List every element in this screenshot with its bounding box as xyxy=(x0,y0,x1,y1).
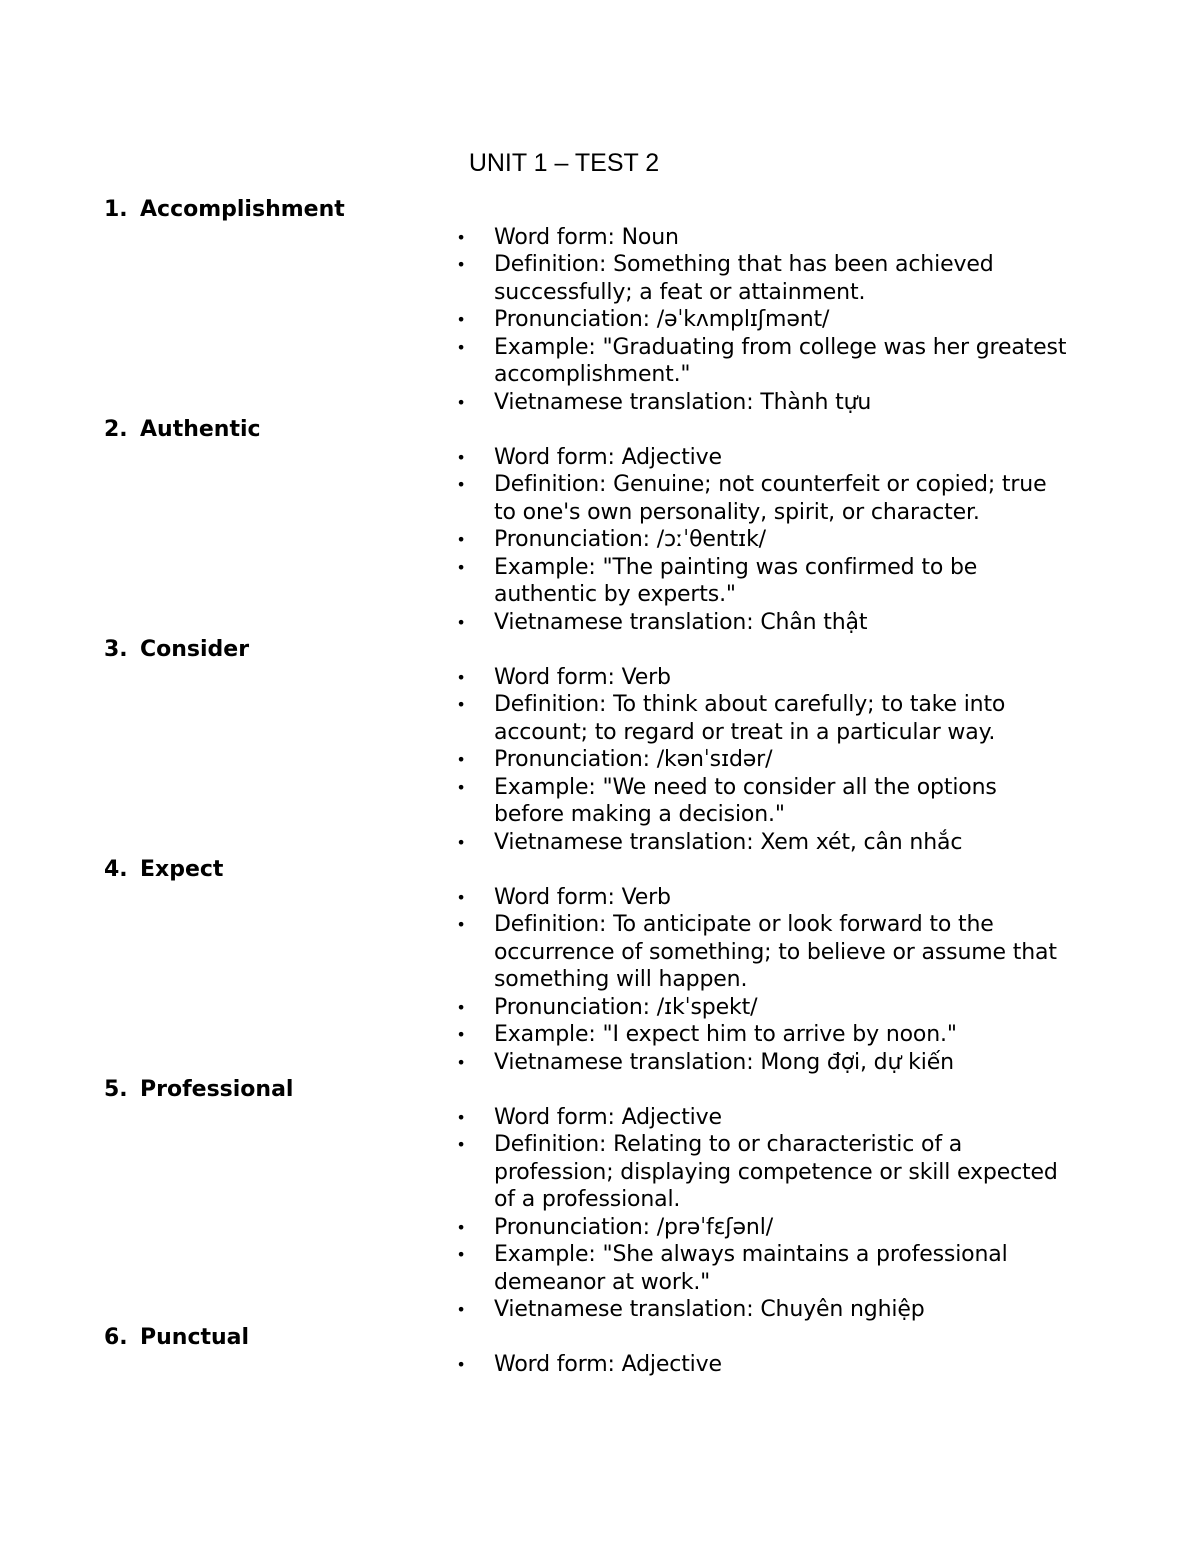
bullet-icon: • xyxy=(456,915,466,934)
vocabulary-list xyxy=(104,196,1084,1379)
detail-text: Word form: Verb xyxy=(494,664,671,690)
detail-text: Definition: Something that has been achieved successfully; a feat or attainment. xyxy=(494,252,994,305)
entry-details-list xyxy=(456,664,1069,857)
bullet-icon: • xyxy=(456,475,466,494)
entry-number: 2. xyxy=(104,417,128,442)
detail-item xyxy=(456,334,1069,389)
bullet-icon: • xyxy=(456,667,466,687)
entry-details-list xyxy=(456,884,1069,1077)
vocab-entry xyxy=(104,416,1084,636)
entry-details-list xyxy=(456,444,1069,637)
detail-item xyxy=(456,691,1069,746)
bullet-icon: • xyxy=(456,310,466,329)
detail-item xyxy=(456,994,1069,1022)
detail-item xyxy=(456,774,1069,829)
detail-text: Vietnamese translation: Mong đợi, dự kiến xyxy=(494,1049,954,1075)
detail-item xyxy=(456,829,1069,857)
detail-item xyxy=(456,1241,1069,1296)
detail-item xyxy=(456,306,1069,334)
entry-word: Authentic xyxy=(140,417,261,442)
detail-item xyxy=(456,1021,1069,1049)
entry-number: 1. xyxy=(104,197,128,222)
entry-word: Punctual xyxy=(140,1324,250,1350)
detail-item xyxy=(456,609,1069,637)
detail-text: Vietnamese translation: Thành tựu xyxy=(494,389,872,415)
bullet-icon: • xyxy=(456,832,466,852)
detail-text: Word form: Adjective xyxy=(494,1104,722,1130)
detail-item xyxy=(456,1296,1069,1324)
detail-item xyxy=(456,554,1069,609)
entry-details-list xyxy=(456,1104,1069,1324)
bullet-icon: • xyxy=(456,777,466,797)
bullet-icon: • xyxy=(456,1025,466,1044)
entry-number: 4. xyxy=(104,857,128,882)
bullet-icon: • xyxy=(456,1355,466,1374)
vocab-entry xyxy=(104,1076,1084,1324)
bullet-icon: • xyxy=(456,255,466,274)
detail-text: Definition: To anticipate or look forward to the occurrence of something; to believe or assume that something will happen. xyxy=(494,912,1057,992)
bullet-icon: • xyxy=(456,337,466,357)
entry-word: Expect xyxy=(140,857,224,882)
detail-text: Example: "Graduating from college was her greatest accomplishment." xyxy=(494,334,1067,387)
entry-number: 6. xyxy=(104,1324,128,1350)
detail-text: Word form: Verb xyxy=(494,884,671,910)
bullet-icon: • xyxy=(456,392,466,412)
detail-item xyxy=(456,471,1069,526)
detail-text: Example: "I expect him to arrive by noon." xyxy=(494,1022,957,1047)
bullet-icon: • xyxy=(456,887,466,907)
bullet-icon: • xyxy=(456,1135,466,1154)
detail-text: Pronunciation: /prəˈfɛʃənl/ xyxy=(494,1214,773,1240)
vocab-entry-heading xyxy=(104,416,1084,444)
bullet-icon: • xyxy=(456,997,466,1017)
bullet-icon: • xyxy=(456,1107,466,1127)
vocab-entry-heading xyxy=(104,636,1084,664)
entry-word: Professional xyxy=(140,1077,294,1102)
detail-text: Word form: Adjective xyxy=(494,1352,722,1377)
bullet-icon: • xyxy=(456,1052,466,1072)
detail-text: Vietnamese translation: Chân thật xyxy=(494,609,868,635)
detail-item xyxy=(456,1214,1069,1242)
detail-text: Vietnamese translation: Xem xét, cân nhắc xyxy=(494,829,963,855)
bullet-icon: • xyxy=(456,557,466,577)
entry-number: 3. xyxy=(104,637,128,662)
detail-item xyxy=(456,664,1069,692)
detail-item xyxy=(456,526,1069,554)
detail-item xyxy=(456,251,1069,306)
detail-item xyxy=(456,1131,1069,1214)
bullet-icon: • xyxy=(456,750,466,769)
entry-number: 5. xyxy=(104,1077,128,1102)
detail-item xyxy=(456,224,1069,252)
detail-item xyxy=(456,444,1069,472)
vocab-entry-heading xyxy=(104,1324,1084,1352)
bullet-icon: • xyxy=(456,612,466,632)
detail-text: Example: "The painting was confirmed to be authentic by experts." xyxy=(494,554,978,607)
entry-word: Accomplishment xyxy=(140,197,345,222)
detail-item xyxy=(456,1049,1069,1077)
detail-text: Pronunciation: /kənˈsɪdər/ xyxy=(494,747,773,772)
detail-text: Definition: Relating to or characteristic of a profession; displaying competence or skill expected of a professional. xyxy=(494,1132,1058,1212)
detail-text: Example: "We need to consider all the options before making a decision." xyxy=(494,774,997,827)
bullet-icon: • xyxy=(456,1217,466,1237)
detail-text: Pronunciation: /əˈkʌmplɪʃmənt/ xyxy=(494,307,830,332)
detail-item xyxy=(456,1104,1069,1132)
detail-text: Vietnamese translation: Chuyên nghiệp xyxy=(494,1297,925,1322)
detail-item xyxy=(456,884,1069,912)
vocab-entry-heading xyxy=(104,196,1084,224)
bullet-icon: • xyxy=(456,530,466,549)
entry-details-list xyxy=(456,224,1069,417)
entry-word: Consider xyxy=(140,637,250,662)
vocab-entry-heading xyxy=(104,856,1084,884)
detail-item xyxy=(456,746,1069,774)
detail-item xyxy=(456,389,1069,417)
bullet-icon: • xyxy=(456,1245,466,1264)
vocab-entry-heading xyxy=(104,1076,1084,1104)
detail-item xyxy=(456,911,1069,994)
detail-text: Example: "She always maintains a professional demeanor at work." xyxy=(494,1242,1008,1295)
detail-text: Pronunciation: /ɔːˈθentɪk/ xyxy=(494,527,766,552)
detail-text: Definition: To think about carefully; to take into account; to regard or treat in a particular way. xyxy=(494,692,1006,745)
vocab-entry xyxy=(104,196,1084,416)
detail-item xyxy=(456,1351,1069,1379)
bullet-icon: • xyxy=(456,1300,466,1319)
detail-text: Pronunciation: /ɪkˈspekt/ xyxy=(494,994,758,1020)
entry-details-list xyxy=(456,1351,1069,1379)
vocab-entry xyxy=(104,1324,1084,1379)
detail-text: Word form: Adjective xyxy=(494,444,722,470)
page-title: UNIT 1 – TEST 2 xyxy=(468,149,660,177)
detail-text: Definition: Genuine; not counterfeit or copied; true to one's own personality, spirit, or character. xyxy=(494,472,1047,525)
bullet-icon: • xyxy=(456,227,466,247)
vocab-entry xyxy=(104,856,1084,1076)
vocab-entry xyxy=(104,636,1084,856)
detail-text: Word form: Noun xyxy=(494,224,679,250)
bullet-icon: • xyxy=(456,695,466,714)
bullet-icon: • xyxy=(456,447,466,467)
